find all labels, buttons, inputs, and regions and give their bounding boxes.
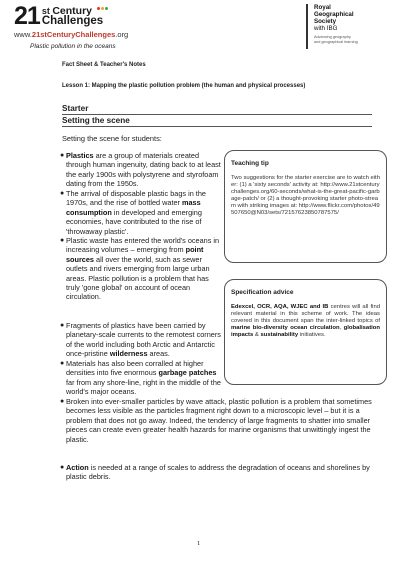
logo-century: Century xyxy=(52,5,93,17)
paragraph-text: Materials has also been corralled at higher densities into five enormous xyxy=(66,359,204,378)
advice-text: initiatives. xyxy=(298,332,326,338)
bullet-icon: ● xyxy=(60,398,65,405)
bold-term: Edexcel, OCR, AQA, WJEC and IB xyxy=(231,304,329,310)
paragraph-text: Fragments of plastics have been carried by planetary-scale currents to the remotest corners of the world including both Arctic and Antarctic once-pristine xyxy=(66,321,221,359)
logo-dot-red xyxy=(97,7,100,10)
logo-superscript: st xyxy=(41,6,50,16)
rgs-line-4: with IBG xyxy=(314,25,338,32)
teaching-tip-title: Teaching tip xyxy=(231,160,269,167)
bold-term: sustainability xyxy=(260,332,299,338)
subsection-heading-setting-the-scene: Setting the scene xyxy=(62,116,372,127)
bullet-icon: ● xyxy=(60,464,65,471)
teaching-tip-body: Two suggestions for the starter exercise are to watch either: (1) a 'sixty seconds' activity at: http://www.21stcenturychallenges.org/60-seconds/what-is-the-great-pacific-garbage-patch/ or (2) a thought-provoking starter photo-stream with striking images at: http://www.flickr.com/photos/49507650@N03/sets/72157623850787575/ xyxy=(231,175,380,216)
document-subtitle: Plastic pollution in the oceans xyxy=(30,43,116,50)
specification-advice-title: Specification advice xyxy=(231,289,294,296)
paragraph-text: far from any shore-line, right in the middle of the world's major oceans. xyxy=(66,377,221,397)
intro-text: Setting the scene for students: xyxy=(62,134,162,143)
bullet-paragraph-garbage-patches xyxy=(60,359,221,397)
bold-term: point sources xyxy=(66,245,204,264)
logo-challenges: Challenges xyxy=(41,15,104,27)
section-heading-starter: Starter xyxy=(62,104,372,115)
paragraph-text: is needed at a range of scales to address the degradation of oceans and shorelines by plastic debris. xyxy=(66,463,370,482)
bullet-paragraph-action xyxy=(60,463,376,482)
sheet-type-heading: Fact Sheet & Teacher's Notes xyxy=(62,62,146,68)
logo-dot-amber xyxy=(101,7,104,10)
bullet-paragraph-fragments xyxy=(60,321,221,359)
paragraph-text: all over the world, such as sewer outlets and rivers emerging from large urban areas. Plastic pollution is a problem that has truly 'gone global' on account of ocean circulation. xyxy=(66,254,210,302)
bullet-paragraph-plastics xyxy=(60,151,221,189)
bullet-icon: ● xyxy=(60,237,65,244)
rgs-line-3: Society xyxy=(314,18,337,25)
bullet-paragraph-plastic-waste xyxy=(60,236,221,302)
lesson-title: Lesson 1: Mapping the plastic pollution problem (the human and physical processes) xyxy=(62,83,306,89)
logo-number: 21 xyxy=(14,2,40,30)
logo-dot-green xyxy=(105,7,108,10)
bold-term: wilderness xyxy=(109,349,148,359)
rgs-tagline-2: and geographical learning xyxy=(314,39,358,44)
paragraph-text: The arrival of disposable plastic bags in the 1970s, and the rise of bottled water xyxy=(66,189,206,208)
url-domain: 21stCenturyChallenges xyxy=(31,30,116,39)
advice-text: , xyxy=(339,325,344,331)
bullet-paragraph-microplastics xyxy=(60,397,376,444)
rgs-line-2: Geographical xyxy=(314,11,354,18)
bold-term: ocean circulation xyxy=(290,325,340,331)
specification-advice-box xyxy=(224,279,387,385)
paragraph-text: areas. xyxy=(147,349,170,359)
url-prefix: www. xyxy=(14,30,32,39)
bullet-icon: ● xyxy=(60,190,65,197)
specification-advice-body xyxy=(231,304,380,339)
bold-term: mass consumption xyxy=(66,198,201,217)
teaching-tip-box xyxy=(224,150,387,263)
bold-term: garbage patches xyxy=(158,368,217,378)
rgs-logo-bar xyxy=(306,4,308,49)
paragraph-text: are a group of materials created through human ingenuity, dating back to at least the early 1900s with polystyrene and styrofoam dating from the 1950s. xyxy=(66,151,221,189)
paragraph-text: in developed and emerging economies, have contributed to the rise of 'throwaway plastic'. xyxy=(66,207,202,236)
21st-century-challenges-logo xyxy=(14,4,114,28)
page-number: 1 xyxy=(197,540,201,547)
bullet-icon: ● xyxy=(60,360,65,367)
bold-term: Action xyxy=(66,463,89,472)
rgs-tagline-1: Advancing geography xyxy=(314,35,351,39)
bullet-paragraph-plastic-bags xyxy=(60,189,221,236)
advice-text: & xyxy=(253,332,261,338)
bold-term: Plastics xyxy=(66,151,94,160)
bullet-icon: ● xyxy=(60,152,65,159)
rgs-line-1: Royal xyxy=(314,4,331,11)
bullet-icon: ● xyxy=(60,322,65,329)
website-url[interactable] xyxy=(14,30,128,39)
advice-text: centres will all find relevant material in this scheme of work. The ideas covered in this document span the inter-linked topics of xyxy=(231,304,380,324)
bold-term: globalisation impacts xyxy=(231,325,380,338)
paragraph-text: Broken into ever-smaller particles by wave attack, plastic pollution is a problem that sometimes becomes less visible as the particles fragment right down to a microscopic level – but it is a problem that does not go away. Indeed, the tendency of large fragments to shatter into smaller pieces can create even greater health hazards for marine organisms that unwittingly ingest the plastic. xyxy=(66,397,372,444)
rgs-logo xyxy=(306,4,386,49)
bold-term: marine bio-diversity xyxy=(231,325,288,331)
paragraph-text: Plastic waste has entered the world's oceans in increasing volumes – emerging from xyxy=(66,236,220,255)
url-suffix: .org xyxy=(115,30,129,39)
